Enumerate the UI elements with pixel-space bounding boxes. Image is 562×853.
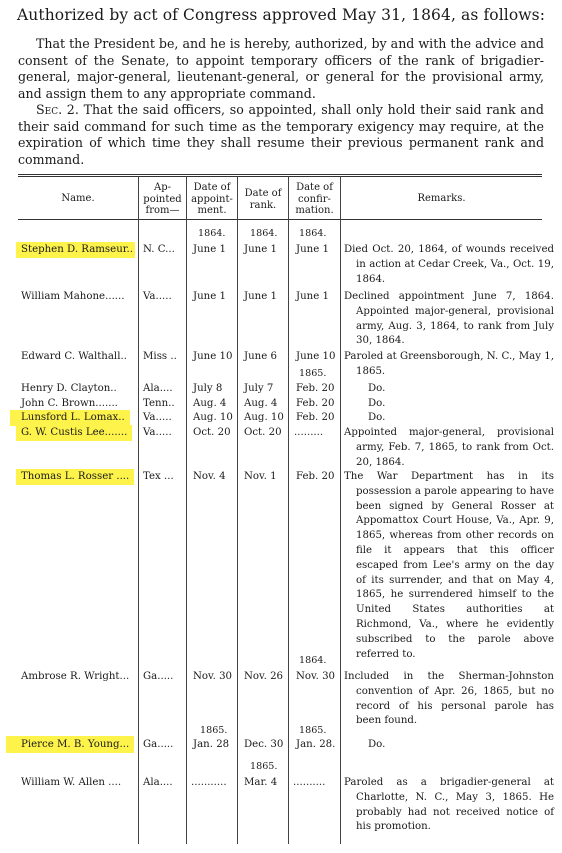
row-appointment: Nov. 30 [193, 671, 233, 682]
header-appointment-line-2: appoint- [191, 193, 233, 205]
col-divider-1 [138, 176, 139, 844]
header-rank-line-1: Date of [244, 188, 282, 199]
section-2-text: That the said officers, so appointed, shall only hold their said rank and their said command for such time as the temporary exigency may require, at the expiration of which time they shall resume their previous permanent rank and command. [18, 102, 544, 167]
section-2-paragraph [18, 102, 544, 168]
year-marker-rank-1865: 1865. [250, 761, 278, 772]
header-appointment-line-3: ment. [197, 205, 227, 216]
row-remarks: Declined appointment June 7, 1864. Appointed major-general, provisional army, Aug. 3, 1864, to rank from July 30, 1864. [344, 291, 554, 347]
row-remarks: Do. [368, 739, 386, 750]
header-name: Name. [61, 193, 95, 204]
row-from: Miss .. [143, 351, 177, 362]
table-header-rule [18, 219, 542, 220]
row-name: G. W. Custis Lee....... [21, 427, 128, 438]
header-from-line-2: pointed [143, 193, 182, 205]
year-marker-appointment-1865: 1865. [200, 725, 228, 736]
row-rank: Oct. 20 [244, 427, 282, 438]
header-rank-line-2: rank. [249, 199, 277, 211]
row-appointment: July 8 [193, 383, 223, 394]
row-name: Lunsford L. Lomax.. [21, 412, 125, 423]
row-confirmation: ......... [294, 427, 324, 438]
row-confirmation: June 10 [296, 351, 336, 362]
row-rank: June 1 [244, 244, 277, 255]
year-marker-appointment-1864: 1864. [198, 228, 226, 239]
row-rank: Aug. 10 [244, 412, 284, 423]
header-confirmation-line-1: Date of [296, 182, 333, 193]
row-rank: June 6 [244, 351, 277, 362]
row-name: William Mahone...... [21, 291, 125, 302]
row-appointment: Aug. 10 [193, 412, 233, 423]
header-appointment [187, 182, 237, 217]
col-divider-4 [288, 176, 289, 844]
row-name: Henry D. Clayton.. [21, 383, 117, 394]
year-marker-confirmation-1864-b: 1864. [299, 655, 327, 666]
row-from: Tenn.. [143, 398, 175, 409]
table-top-rule-double [18, 176, 542, 177]
row-confirmation: Feb. 20 [296, 412, 335, 423]
row-remarks: Died Oct. 20, 1864, of wounds received in action at Cedar Creek, Va., Oct. 19, 1864. [344, 244, 554, 285]
row-remarks: Do. [368, 383, 386, 394]
section-1-paragraph: That the President be, and he is hereby, authorized, by and with the advice and consent of the Senate, to appoint temporary officers of the rank of brigadier-general, major-general, lieutenant-general, or general for the provisional army, and assign them to any appropriate command. [18, 36, 544, 101]
row-appointment: June 1 [193, 244, 226, 255]
row-rank: Nov. 26 [244, 671, 284, 682]
row-appointment: Aug. 4 [193, 398, 227, 409]
row-rank: Aug. 4 [244, 398, 278, 409]
year-marker-confirmation-1865-b: 1865. [299, 725, 327, 736]
row-name: Thomas L. Rosser .... [21, 471, 130, 482]
row-name: Edward C. Walthall.. [21, 351, 127, 362]
row-confirmation: .......... [293, 777, 326, 788]
year-marker-rank-1864: 1864. [250, 228, 278, 239]
row-rank: Dec. 30 [244, 739, 284, 750]
row-name: Pierce M. B. Young... [21, 739, 130, 750]
col-divider-5 [340, 176, 341, 844]
row-from: Ga..... [143, 671, 174, 682]
row-from: Ga..... [143, 739, 174, 750]
row-appointment: ........... [191, 777, 227, 788]
row-name: William W. Allen .... [21, 777, 122, 788]
row-name: Ambrose R. Wright... [21, 671, 130, 682]
row-remarks: Do. [368, 412, 386, 423]
section-2-label: Sec. 2. [36, 102, 79, 117]
row-remarks: The War Department has in its possession a parole appearing to have been signed by General Rosser at Appomattox Court House, Va., Apr. 9, 1865, whereas from other records on file it appears that this officer escaped from Lee's army on the day of its surrender, and that on May 4, 1865, he surrendered himself to the United States authorities at Richmond, Va., where he evidently subscribed to the parole above referred to. [344, 471, 554, 660]
row-rank: June 1 [244, 291, 277, 302]
table-top-rule [18, 174, 542, 175]
row-confirmation: Jan. 28. [296, 739, 336, 750]
row-appointment: Jan. 28 [193, 739, 230, 750]
row-from: Ala.... [143, 777, 173, 788]
row-from: Va..... [143, 427, 172, 438]
row-rank: July 7 [244, 383, 274, 394]
row-appointment: June 1 [193, 291, 226, 302]
row-confirmation: Feb. 20 [296, 471, 335, 482]
row-confirmation: Feb. 20 [296, 383, 335, 394]
col-divider-3 [237, 176, 238, 844]
row-confirmation: June 1 [296, 291, 329, 302]
row-remarks: Included in the Sherman-Johnston convention of Apr. 26, 1865, but no record of his personal parole has been found. [344, 671, 554, 727]
header-confirmation-line-3: mation. [295, 205, 334, 216]
year-marker-confirmation-1865: 1865. [299, 368, 327, 379]
header-rank [238, 188, 288, 211]
header-from [139, 182, 186, 217]
row-from: Va..... [143, 291, 172, 302]
row-appointment: June 10 [193, 351, 233, 362]
header-from-line-3: from— [145, 205, 180, 216]
header-confirmation-line-2: confir- [298, 193, 331, 205]
header-appointment-line-1: Date of [193, 182, 231, 193]
row-from: Va..... [143, 412, 172, 423]
row-from: Tex ... [143, 471, 174, 482]
row-rank: Mar. 4 [244, 777, 278, 788]
row-remarks: Paroled as a brigadier-general at Charlotte, N. C., May 3, 1865. He probably had not received notice of his promotion. [344, 777, 554, 833]
row-remarks: Paroled at Greensborough, N. C., May 1, 1865. [344, 351, 554, 377]
col-divider-2 [186, 176, 187, 844]
row-rank: Nov. 1 [244, 471, 277, 482]
page-heading: Authorized by act of Congress approved May 31, 1864, as follows: [16, 6, 546, 24]
header-from-line-1: Ap- [153, 182, 171, 193]
row-appointment: Nov. 4 [193, 471, 226, 482]
row-remarks: Appointed major-general, provisional army, Feb. 7, 1865, to rank from Oct. 20, 1864. [344, 427, 554, 468]
row-from: N. C... [143, 244, 175, 255]
row-remarks: Do. [368, 398, 386, 409]
header-confirmation [289, 182, 340, 217]
row-confirmation: Nov. 30 [296, 671, 336, 682]
row-appointment: Oct. 20 [193, 427, 231, 438]
row-confirmation: June 1 [296, 244, 329, 255]
row-name: John C. Brown....... [21, 398, 118, 409]
header-remarks: Remarks. [417, 193, 466, 204]
row-name: Stephen D. Ramseur.. [21, 244, 133, 255]
year-marker-confirmation-1864: 1864. [299, 228, 327, 239]
row-from: Ala.... [143, 383, 173, 394]
row-confirmation: Feb. 20 [296, 398, 335, 409]
